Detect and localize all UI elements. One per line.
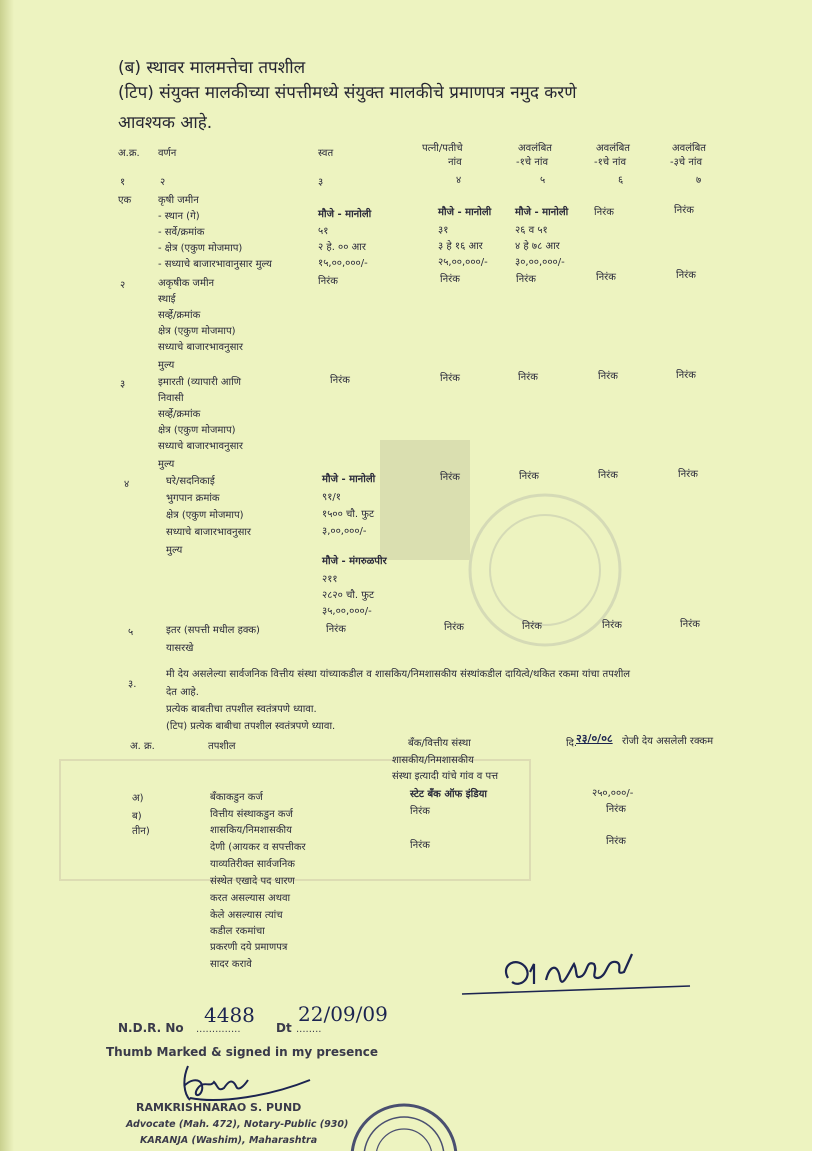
liab-row-institution: निरंक (410, 806, 430, 817)
row4-label: भुगपान क्रमांक (166, 493, 220, 504)
ndr-number-handwritten: 4488 (204, 1003, 255, 1027)
page-margin-right (812, 0, 834, 1157)
section3-line: देत आहे. (166, 687, 199, 698)
row3-label: इमारती (व्यापारी आणि (158, 377, 241, 388)
section3-line: प्रत्येक बाबतीचा तपशील स्वतंत्रपणे ध्यावा. (166, 704, 317, 715)
liab-row-number: अ) (132, 793, 144, 804)
liab-row3-institution: निरंक (410, 840, 430, 851)
dt-dots: ........ (296, 1024, 322, 1035)
row3-self-value: निरंक (330, 375, 350, 386)
col-dep1-header-2: -१चे नांव (516, 157, 549, 168)
col-dep1-header-1: अवलंबित (518, 143, 552, 154)
row2-label: मुल्य (158, 360, 175, 371)
row1-dep3-value: निरंक (674, 205, 694, 216)
row4-label: मुल्य (166, 545, 183, 556)
col-number: १ (120, 177, 126, 188)
col-spouse-header-1: पत्नी/पतीचे (422, 143, 463, 154)
liab-row-label-more: सादर करावे (210, 959, 252, 970)
col-serial-header: अ.क्र. (118, 148, 140, 159)
row1-number: एक (118, 195, 132, 206)
row1-label: - क्षेत्र (एकुण मोजमाप) (158, 243, 243, 254)
row4-self-value-2: ३५,००,०००/- (322, 606, 372, 617)
row1-spouse-value: २५,००,०००/- (438, 257, 488, 268)
liab-row-amount: निरंक (606, 804, 626, 815)
row3-label: सध्याचे बाजारभावनुसार (158, 441, 244, 452)
liab-details-header: तपशील (208, 741, 236, 752)
row4-label: सध्याचे बाजारभावनुसार (166, 527, 252, 538)
col-number: ४ (456, 175, 462, 186)
row2-label: क्षेत्र (एकुण मोजमाप) (158, 326, 236, 337)
section3-line: (टिप) प्रत्येक बाबीचा तपशील स्वतंत्रपणे ध्यावा. (166, 721, 336, 732)
row3-spouse-value: निरंक (440, 373, 460, 384)
row4-self-value-2: मौजे - मंगरुळपीर (322, 556, 387, 567)
row1-dep2-value: निरंक (594, 207, 614, 218)
liab-date-prefix: दि. (566, 738, 578, 749)
row3-dep3-value: निरंक (676, 370, 696, 381)
notary-seal (348, 1095, 458, 1157)
col-number: ५ (540, 175, 546, 186)
row3-label: मुल्य (158, 459, 175, 470)
row5-number: ५ (128, 627, 134, 638)
liab-institution-header: संस्था इत्यादी यांचे गांव व पत्त (392, 771, 499, 782)
col-number: २ (160, 177, 166, 188)
row1-label: - सध्याचे बाजारभावानुसार मुल्य (158, 259, 272, 270)
liab-serial-header: अ. क्र. (130, 741, 155, 752)
row5-label: इतर (सपत्ती मधील हक्क) (166, 625, 260, 636)
col-spouse-header-2: नांव (448, 157, 462, 168)
liab-row-label: बँकाकडुन कर्ज (210, 792, 263, 803)
row2-dep3-value: निरंक (676, 270, 696, 281)
row1-self-value: १५,००,०००/- (318, 258, 368, 269)
row4-dep2-value: निरंक (598, 470, 618, 481)
col-number: ६ (618, 175, 624, 186)
liab-row-label-more: प्रकरणी दये प्रमाणपत्र (210, 942, 288, 953)
row2-dep1-value: निरंक (516, 274, 536, 285)
col-dep2-header-2: -१चे नांव (594, 157, 627, 168)
liab-institution-header: बँक/वित्तीय संस्था (408, 738, 471, 749)
row4-dep3-value: निरंक (678, 469, 698, 480)
col-number: ७ (696, 175, 702, 186)
section3-line: मी देय असलेल्या सार्वजनिक वित्तीय संस्था यांच्याकडील व शासकिय/निमशासकीय संस्थांकडील दायित्वे/थकित रकमा यांचा तपशील (166, 669, 631, 680)
liab-date-handwritten: २३/०/०८ (576, 732, 613, 745)
row3-dep1-value: निरंक (518, 372, 538, 383)
row5-dep1-value: निरंक (522, 621, 542, 632)
col-dep3-header-1: अवलंबित (672, 143, 706, 154)
liab-row-label-more: संस्थेत एखादे पद धारण (210, 876, 295, 887)
row5-label: यासरखे (166, 643, 194, 654)
row5-dep3-value: निरंक (680, 619, 700, 630)
dt-label: Dt (276, 1021, 292, 1035)
liab-row-label-more: देणी (आयकर व सपत्तीकर (210, 842, 306, 853)
notary-name: RAMKRISHNARAO S. PUND (136, 1101, 302, 1114)
liab-row-label-more: कडील रकमांचा (210, 926, 265, 937)
row1-self-value: मौजे - मानोली (318, 209, 372, 220)
liab-row-number: तीन) (132, 826, 150, 837)
row1-spouse-value: ३ हे १६ आर (438, 241, 483, 252)
dt-handwritten: 22/09/09 (298, 1002, 388, 1026)
thumb-line: Thumb Marked & signed in my presence (106, 1045, 379, 1059)
row1-self-value: २ हे. ०० आर (318, 242, 366, 253)
col-self-header: स्वत (318, 148, 334, 159)
heading-line-1: (ब) स्थावर मालमत्तेचा तपशील (118, 58, 306, 78)
liab-row-label-more: याव्यतिरीक्त सार्वजनिक (210, 859, 295, 870)
row2-dep2-value: निरंक (596, 272, 616, 283)
col-dep2-header-1: अवलंबित (596, 143, 630, 154)
row1-title: कृषी जमीन (158, 195, 199, 206)
row5-self-value: निरंक (326, 624, 346, 635)
row3-label: क्षेत्र (एकुण मोजमाप) (158, 425, 236, 436)
row3-dep2-value: निरंक (598, 371, 618, 382)
row4-self-value: ९१/१ (322, 492, 341, 503)
ndr-label: N.D.R. No (118, 1021, 184, 1035)
row1-spouse-value: मौजे - मानोली (438, 207, 492, 218)
row2-number: २ (120, 280, 126, 291)
deponent-signature (460, 950, 700, 1000)
liab-row-label-more: केले असल्यास त्यांच (210, 910, 283, 921)
row1-spouse-value: ३१ (438, 225, 449, 236)
liab-institution-header: शासकीय/निमशासकीय (392, 755, 474, 766)
row3-label: निवासी (158, 393, 184, 404)
row5-dep2-value: निरंक (602, 620, 622, 631)
row4-self-value: मौजे - मानोली (322, 474, 376, 485)
col-description-header: वर्णन (158, 148, 177, 159)
heading-line-3: आवश्यक आहे. (118, 113, 213, 133)
row2-label: सध्याचे बाजारभावनुसार (158, 342, 244, 353)
row4-spouse-value: निरंक (440, 472, 460, 483)
liab-row-label: वित्तीय संस्थाकडुन कर्ज (210, 809, 293, 820)
heading-line-2: (टिप) संयुक्त मालकीच्या संपत्तीमध्ये संयुक्त मालकीचे प्रमाणपत्र नमुद करणे (118, 83, 577, 103)
row1-dep1-value: ३०,००,०००/- (515, 257, 565, 268)
row4-self-value-2: २११ (322, 574, 338, 585)
row1-label: - स्थान (गे) (158, 211, 200, 222)
row4-number: ४ (124, 479, 130, 490)
liab-row-label-more: करत असल्यास अथवा (210, 893, 291, 904)
row4-self-value-2: २८२० चौ. फुट (322, 590, 375, 601)
liab-date-suffix: रोजी देय असलेली रक्कम (622, 736, 714, 747)
notary-signature (170, 1058, 340, 1106)
row3-number: ३ (120, 379, 126, 390)
liab-row-institution: स्टेट बँक ऑफ इंडिया (410, 789, 487, 800)
row2-spouse-value: निरंक (440, 274, 460, 285)
col-number: ३ (318, 177, 324, 188)
row2-label: सर्व्हे/क्रमांक (158, 310, 201, 321)
row4-self-value: १५०० चौ. फुट (322, 509, 375, 520)
row1-dep1-value: मौजे - मानोली (515, 207, 569, 218)
row3-label: सर्व्हे/क्रमांक (158, 409, 201, 420)
row5-spouse-value: निरंक (444, 622, 464, 633)
row1-dep1-value: २६ व ५१ (515, 225, 548, 236)
row4-label: क्षेत्र (एकुण मोजमाप) (166, 510, 244, 521)
row1-dep1-value: ४ हे ७८ आर (515, 241, 560, 252)
liab-row3-amount: निरंक (606, 836, 626, 847)
page-margin-bottom (0, 1151, 834, 1157)
row2-label: स्थाई (158, 294, 176, 305)
liab-row-number: ब) (132, 811, 142, 822)
row1-label: - सर्वे/क्रमांक (158, 227, 205, 238)
liab-row-amount: २५०,०००/- (592, 788, 634, 799)
section3-number: ३. (128, 679, 137, 690)
row2-self-value: निरंक (318, 276, 338, 287)
row4-dep1-value: निरंक (519, 471, 539, 482)
row4-label: घरे/सदनिकाई (166, 476, 215, 487)
col-dep3-header-2: -३चे नांव (670, 157, 703, 168)
ndr-dots: .............. (196, 1024, 241, 1035)
row2-label: अकृषीक जमीन (158, 278, 215, 289)
row1-self-value: ५१ (318, 226, 329, 237)
notary-line-2: Advocate (Mah. 472), Notary-Public (930) (126, 1119, 349, 1130)
notary-line-3: KARANJA (Washim), Maharashtra (140, 1135, 318, 1146)
row4-self-value: ३,००,०००/- (322, 526, 367, 537)
liab-row-label: शासकिय/निमशासकीय (210, 825, 292, 836)
